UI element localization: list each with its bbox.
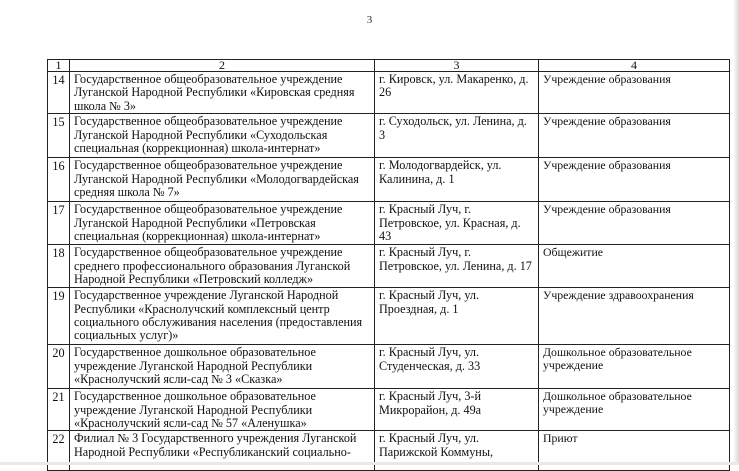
institution-name: Государственное общеобразовательное учреждение Луганской Народной Республики «Суходольская специальная (коррекционная) школа-интернат» bbox=[70, 114, 375, 158]
institution-address: г. Красный Луч, ул. Парижской Коммуны, bbox=[375, 431, 539, 471]
institution-address: г. Красный Луч, 3-й Микрорайон, д. 49а bbox=[375, 389, 539, 431]
row-number: 17 bbox=[48, 202, 70, 245]
institution-name: Государственное дошкольное образовательное учреждение Луганской Народной Республики «Краснолучский ясли-сад № 57 «Аленушка» bbox=[70, 389, 375, 431]
row-number: 16 bbox=[48, 158, 70, 202]
row-number: 15 bbox=[48, 114, 70, 158]
institution-name: Государственное общеобразовательное учреждение Луганской Народной Республики «Петровская специальная (коррекционная) школа-интернат» bbox=[70, 202, 375, 245]
institution-address: г. Красный Луч, г. Петровское, ул. Красная, д. 43 bbox=[375, 202, 539, 245]
column-header: 4 bbox=[539, 60, 730, 72]
column-header: 2 bbox=[70, 60, 375, 72]
column-header: 1 bbox=[48, 60, 70, 72]
column-number-row bbox=[48, 60, 730, 72]
table-row bbox=[48, 72, 730, 114]
table-row bbox=[48, 288, 730, 345]
institution-type: Учреждение образования bbox=[539, 158, 730, 202]
row-number: 21 bbox=[48, 389, 70, 431]
institution-name: Государственное дошкольное образовательное учреждение Луганской Народной Республики «Краснолучский ясли-сад № 3 «Сказка» bbox=[70, 345, 375, 389]
page-number: 3 bbox=[366, 14, 373, 26]
institution-type: Дошкольное образовательное учреждение bbox=[539, 345, 730, 389]
institution-address: г. Кировск, ул. Макаренко, д. 26 bbox=[375, 72, 539, 114]
institution-address: г. Молодогвардейск, ул. Калинина, д. 1 bbox=[375, 158, 539, 202]
institution-name: Государственное общеобразовательное учреждение среднего профессионального образования Луганской Народной Республики «Петровский колледж» bbox=[70, 245, 375, 288]
row-number: 18 bbox=[48, 245, 70, 288]
row-number: 14 bbox=[48, 72, 70, 114]
table-row bbox=[48, 389, 730, 431]
row-number: 20 bbox=[48, 345, 70, 389]
institution-name: Государственное общеобразовательное учреждение Луганской Народной Республики «Кировская средняя школа № 3» bbox=[70, 72, 375, 114]
column-header: 3 bbox=[375, 60, 539, 72]
scan-edge-shadow bbox=[733, 0, 739, 465]
institution-type: Учреждение здравоохранения bbox=[539, 288, 730, 345]
institution-type: Приют bbox=[539, 431, 730, 471]
row-number: 22 bbox=[48, 431, 70, 471]
table-row bbox=[48, 345, 730, 389]
institution-address: г. Красный Луч, г. Петровское, ул. Ленина, д. 17 bbox=[375, 245, 539, 288]
table-row bbox=[48, 202, 730, 245]
institution-name: Государственное общеобразовательное учреждение Луганской Народной Республики «Молодогвардейская средняя школа № 7» bbox=[70, 158, 375, 202]
institution-address: г. Красный Луч, ул. Проездная, д. 1 bbox=[375, 288, 539, 345]
table-row bbox=[48, 245, 730, 288]
institution-type: Общежитие bbox=[539, 245, 730, 288]
table-row bbox=[48, 114, 730, 158]
institution-type: Учреждение образования bbox=[539, 72, 730, 114]
institution-type: Учреждение образования bbox=[539, 202, 730, 245]
institution-name: Филиал № 3 Государственного учреждения Луганской Народной Республики «Республиканский социально- bbox=[70, 431, 375, 471]
institution-address: г. Красный Луч, ул. Студенческая, д. 33 bbox=[375, 345, 539, 389]
institutions-table bbox=[47, 59, 730, 471]
institution-address: г. Суходольск, ул. Ленина, д. 3 bbox=[375, 114, 539, 158]
institution-type: Дошкольное образовательное учреждение bbox=[539, 389, 730, 431]
row-number: 19 bbox=[48, 288, 70, 345]
table-row bbox=[48, 158, 730, 202]
institution-name: Государственное учреждение Луганской Народной Республики «Краснолучский комплексный центр социального обслуживания населения (предоставления социальных услуг)» bbox=[70, 288, 375, 345]
institution-type: Учреждение образования bbox=[539, 114, 730, 158]
